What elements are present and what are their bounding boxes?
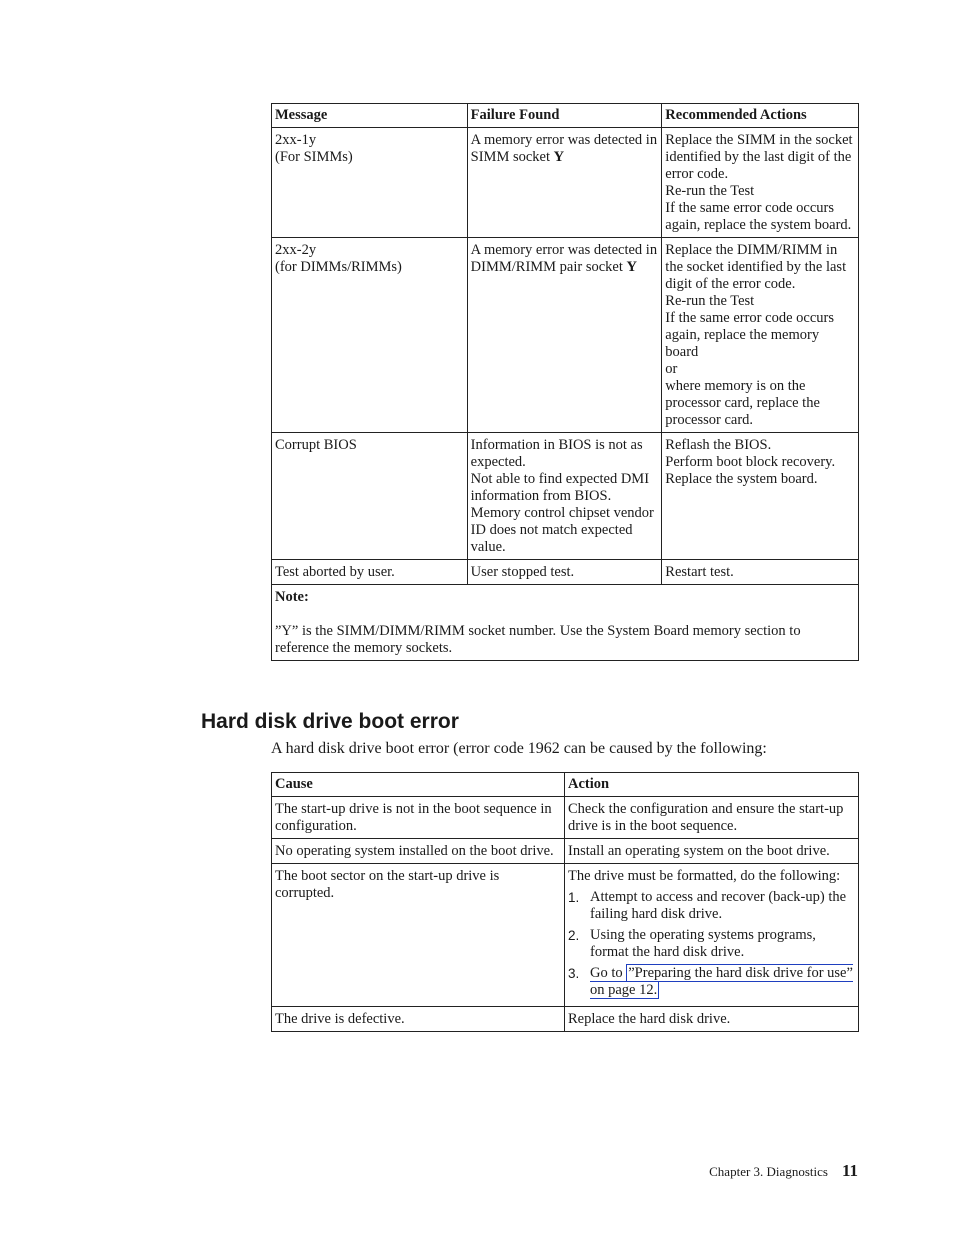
- step-number: 2.: [568, 928, 580, 943]
- step-text: Using the operating systems programs, format the hard disk drive.: [590, 927, 816, 960]
- section-heading: Hard disk drive boot error: [201, 710, 459, 733]
- table-row: [272, 560, 859, 585]
- step-prefix: Go to: [590, 965, 627, 981]
- message-code: Test aborted by user.: [275, 564, 395, 580]
- action-line: Re-run the Test: [665, 183, 755, 199]
- note-text: ”Y” is the SIMM/DIMM/RIMM socket number. Use the System Board memory section to reference the memory sockets.: [275, 623, 801, 656]
- note-row: [272, 585, 859, 661]
- action-cell: Check the configuration and ensure the start-up drive is in the boot sequence.: [565, 797, 859, 839]
- step-number: 3.: [568, 966, 580, 981]
- actions-cell: [662, 238, 859, 433]
- message-cell: [272, 128, 468, 238]
- step-number: 1.: [568, 890, 580, 905]
- header-cause: Cause: [272, 773, 565, 797]
- message-qualifier: (for DIMMs/RIMMs): [275, 259, 402, 275]
- action-line: Replace the system board.: [665, 471, 818, 487]
- socket-variable: Y: [626, 259, 638, 275]
- header-message: Message: [272, 104, 468, 128]
- message-qualifier: (For SIMMs): [275, 149, 353, 165]
- message-cell: [272, 238, 468, 433]
- memory-error-table: [271, 103, 859, 661]
- failure-line: Memory control chipset vendor ID does not match expected value.: [470, 505, 654, 555]
- message-code: Corrupt BIOS: [275, 437, 357, 453]
- message-cell: [272, 560, 468, 585]
- failure-cell: [467, 433, 662, 560]
- table-header-row: [272, 773, 859, 797]
- list-item: [568, 965, 854, 999]
- step-text: Attempt to access and recover (back-up) the failing hard disk drive.: [590, 889, 847, 922]
- action-line: Restart test.: [665, 564, 734, 580]
- failure-text: A memory error was detected in DIMM/RIMM pair socket: [470, 242, 658, 275]
- action-line: If the same error code occurs again, replace the memory board: [665, 310, 834, 360]
- action-line: Replace the DIMM/RIMM in the socket identified by the last digit of the error code.: [665, 242, 847, 292]
- action-cell: Install an operating system on the boot drive.: [565, 839, 859, 864]
- message-cell: [272, 433, 468, 560]
- action-line: where memory is on the processor card, replace the processor card.: [665, 378, 820, 428]
- cross-reference-link[interactable]: ”Preparing the hard disk drive for use” on page 12.: [590, 965, 853, 998]
- table-row: [272, 864, 859, 1007]
- boot-error-table: [271, 772, 859, 1032]
- table-row: [272, 839, 859, 864]
- intro-paragraph: A hard disk drive boot error (error code 1962 can be caused by the following:: [271, 740, 767, 757]
- action-line: Replace the SIMM in the socket identified by the last digit of the error code.: [665, 132, 853, 182]
- failure-cell: [467, 238, 662, 433]
- action-line: If the same error code occurs again, replace the system board.: [665, 200, 852, 233]
- cause-cell: The drive is defective.: [272, 1007, 565, 1032]
- table-header-row: [272, 104, 859, 128]
- failure-line: User stopped test.: [470, 564, 575, 580]
- list-item: [568, 889, 854, 923]
- action-line: or: [665, 361, 678, 377]
- action-lead: The drive must be formatted, do the following:: [568, 868, 841, 884]
- table-row: [272, 433, 859, 560]
- list-item: [568, 927, 854, 961]
- action-cell: Replace the hard disk drive.: [565, 1007, 859, 1032]
- failure-line: Information in BIOS is not as expected.: [470, 437, 643, 470]
- cause-cell: No operating system installed on the boot drive.: [272, 839, 565, 864]
- action-line: Reflash the BIOS.: [665, 437, 772, 453]
- table-row: [272, 797, 859, 839]
- footer-chapter: Chapter 3. Diagnostics: [709, 1164, 828, 1179]
- steps-list: [568, 889, 854, 999]
- table-row: [272, 1007, 859, 1032]
- page-number: 11: [841, 1161, 858, 1180]
- failure-cell: [467, 560, 662, 585]
- actions-cell: [662, 433, 859, 560]
- table-row: [272, 238, 859, 433]
- failure-cell: [467, 128, 662, 238]
- action-line: Re-run the Test: [665, 293, 755, 309]
- action-cell: [565, 864, 859, 1007]
- message-code: 2xx-2y: [275, 242, 317, 258]
- header-action: Action: [565, 773, 859, 797]
- failure-line: Not able to find expected DMI information from BIOS.: [470, 471, 650, 504]
- failure-text: A memory error was detected in SIMM socket: [470, 132, 658, 165]
- note-cell: [272, 585, 859, 661]
- table-row: [272, 128, 859, 238]
- note-title: Note:: [275, 589, 309, 605]
- socket-variable: Y: [553, 149, 565, 165]
- header-failure-found: Failure Found: [467, 104, 662, 128]
- actions-cell: [662, 560, 859, 585]
- message-code: 2xx-1y: [275, 132, 317, 148]
- cause-cell: The boot sector on the start-up drive is corrupted.: [272, 864, 565, 1007]
- header-recommended-actions: Recommended Actions: [662, 104, 859, 128]
- actions-cell: [662, 128, 859, 238]
- action-line: Perform boot block recovery.: [665, 454, 836, 470]
- cause-cell: The start-up drive is not in the boot sequence in configuration.: [272, 797, 565, 839]
- page-footer: [709, 1162, 858, 1180]
